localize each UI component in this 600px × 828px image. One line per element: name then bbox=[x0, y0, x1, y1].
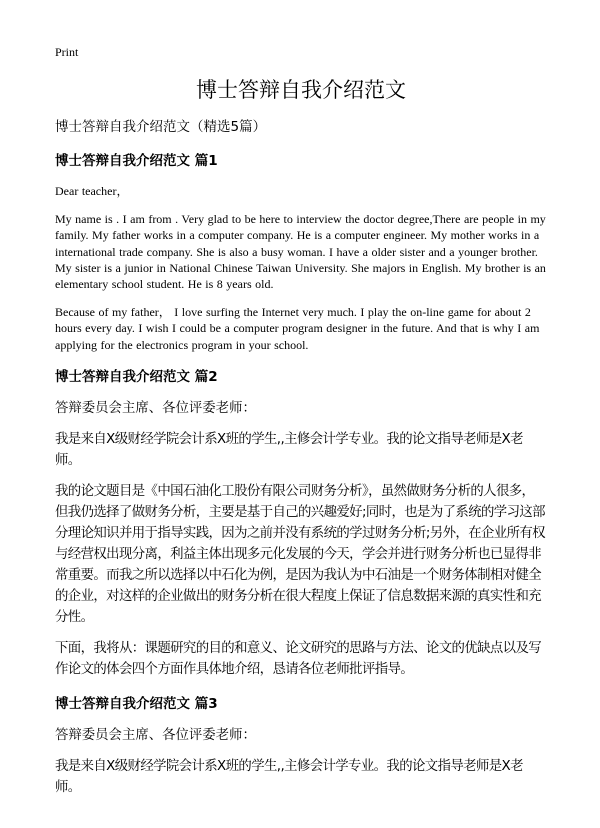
section-1-paragraph-1: My name is . I am from . Very glad to be here to interview the doctor degree,There are people in my family. My father works in a computer company. He is a computer engineer. My mother works in a international trade company. She is also a busy woman. I have a older sister and a younger brother. My sister is a junior in National Chinese Taiwan University. She majors in English. My brother is an elementary school student. He is 8 years old. bbox=[55, 212, 546, 292]
print-link[interactable]: Print bbox=[55, 45, 79, 59]
section-2-paragraph-2: 我的论文题目是《中国石油化工股份有限公司财务分析》，虽然做财务分析的人很多，但我仍选择了做财务分析，主要是基于自己的兴趣爱好;同时，也是为了系统的学习这部分理论知识并用于指导实践，因为之前并没有系统的学过财务分析;另外，在企业所有权与经营权出现分离，利益主体出现多元化发展的今天，学会并进行财务分析也已显得非常重要。而我之所以选择以中石化为例，是因为我认为中石油是一个财务体制相对健全的企业，对这样的企业做出的财务分析在很大程度上保证了信息数据来源的真实性和充分性。 bbox=[55, 483, 545, 625]
section-2-paragraph-1: 我是来自X级财经学院会计系X班的学生,,主修会计学专业。我的论文指导老师是X老师。 bbox=[55, 431, 523, 468]
section-1-paragraph-2: Because of my father， I love surfing the Internet very much. I play the on-line game for about 2 hours every day. I wish I could be a computer program designer in the future. And that is why I am applying for the electronics program in your school. bbox=[55, 305, 540, 352]
document-subtitle: 博士答辩自我介绍范文（精选5篇） bbox=[55, 119, 267, 135]
document-page bbox=[55, 44, 547, 798]
salutation-2: 答辩委员会主席、各位评委老师： bbox=[55, 400, 256, 416]
salutation-1: Dear teacher， bbox=[55, 184, 129, 198]
section-3-paragraph-1: 我是来自X级财经学院会计系X班的学生,,主修会计学专业。我的论文指导老师是X老师。 bbox=[55, 758, 523, 795]
section-heading-3: 博士答辩自我介绍范文 篇3 bbox=[55, 695, 218, 712]
section-heading-1: 博士答辩自我介绍范文 篇1 bbox=[55, 153, 218, 169]
document-title: 博士答辩自我介绍范文 bbox=[196, 78, 406, 102]
salutation-3: 答辩委员会主席、各位评委老师： bbox=[55, 727, 256, 743]
section-2-paragraph-3: 下面，我将从：课题研究的目的和意义、论文研究的思路与方法、论文的优缺点以及写作论文的体会四个方面作具体地介绍，恳请各位老师批评指导。 bbox=[55, 640, 542, 677]
section-heading-2: 博士答辩自我介绍范文 篇2 bbox=[55, 368, 218, 385]
